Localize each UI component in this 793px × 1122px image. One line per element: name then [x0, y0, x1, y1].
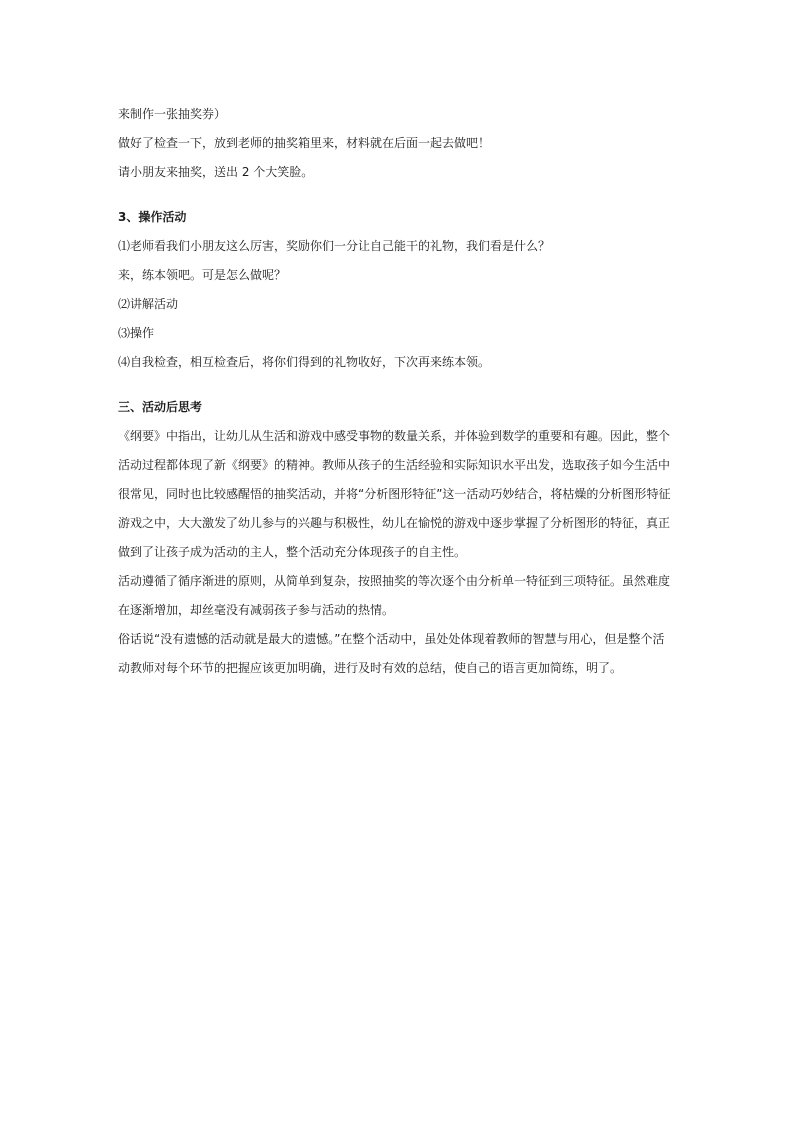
- paragraph-line: 活动过程都体现了新《纲要》的精神。教师从孩子的生活经验和实际知识水平出发，选取孩子如今生活中: [118, 458, 671, 472]
- paragraph-line: 来制作一张抽奖券）: [118, 107, 227, 121]
- paragraph-line: 在逐渐增加，却丝毫没有减弱孩子参与活动的热情。: [118, 603, 395, 617]
- spacer: [118, 187, 678, 203]
- paragraph-line: 做到了让孩子成为活动的主人，整个活动充分体现孩子的自主性。: [118, 545, 467, 559]
- paragraph-line: 来，练本领吧。可是怎么做呢？: [118, 268, 287, 282]
- paragraph-line: 很常见，同时也比较感醒悟的抽奖活动，并将“分析图形特征”这一活动巧妙结合，将枯燥的分析图形特征: [118, 487, 671, 501]
- paragraph-line: 游戏之中，大大激发了幼儿参与的兴趣与积极性，幼儿在愉悦的游戏中逐步掌握了分析图形的特征，真正: [118, 516, 671, 530]
- paragraph-line: ⑶操作: [118, 326, 155, 340]
- paragraph-line: ⑵讲解活动: [118, 297, 179, 311]
- spacer: [118, 377, 678, 393]
- section-heading-reflection: 三、活动后思考: [118, 400, 203, 414]
- paragraph-line: 俗话说“没有遗憾的活动就是最大的遗憾。”在整个活动中，虽处处体现着教师的智慧与用心，但是整个活: [118, 632, 665, 646]
- paragraph-line: 动教师对每个环节的把握应该更加明确，进行及时有效的总结，使自己的语言更加简练，明了。: [118, 661, 623, 675]
- section-heading-operation: 3、操作活动: [118, 210, 187, 224]
- paragraph-line: 请小朋友来抽奖，送出 2 个大笑脸。: [118, 165, 314, 179]
- paragraph-line: 做好了检查一下，放到老师的抽奖箱里来，材料就在后面一起去做吧！: [118, 136, 491, 150]
- paragraph-line: ⑷自我检查，相互检查后，将你们得到的礼物收好，下次再来练本领。: [118, 355, 491, 369]
- paragraph-line: 《纲要》中指出，让幼儿从生活和游戏中感受事物的数量关系，并体验到数学的重要和有趣。因此，整个: [118, 429, 671, 443]
- paragraph-line: ⑴老师看我们小朋友这么厉害，奖励你们一分让自己能干的礼物，我们看是什么？: [118, 239, 551, 253]
- paragraph-line: 活动遵循了循序渐进的原则，从简单到复杂，按照抽奖的等次逐个由分析单一特征到三项特征。虽然难度: [118, 574, 671, 588]
- document-body: [118, 100, 678, 683]
